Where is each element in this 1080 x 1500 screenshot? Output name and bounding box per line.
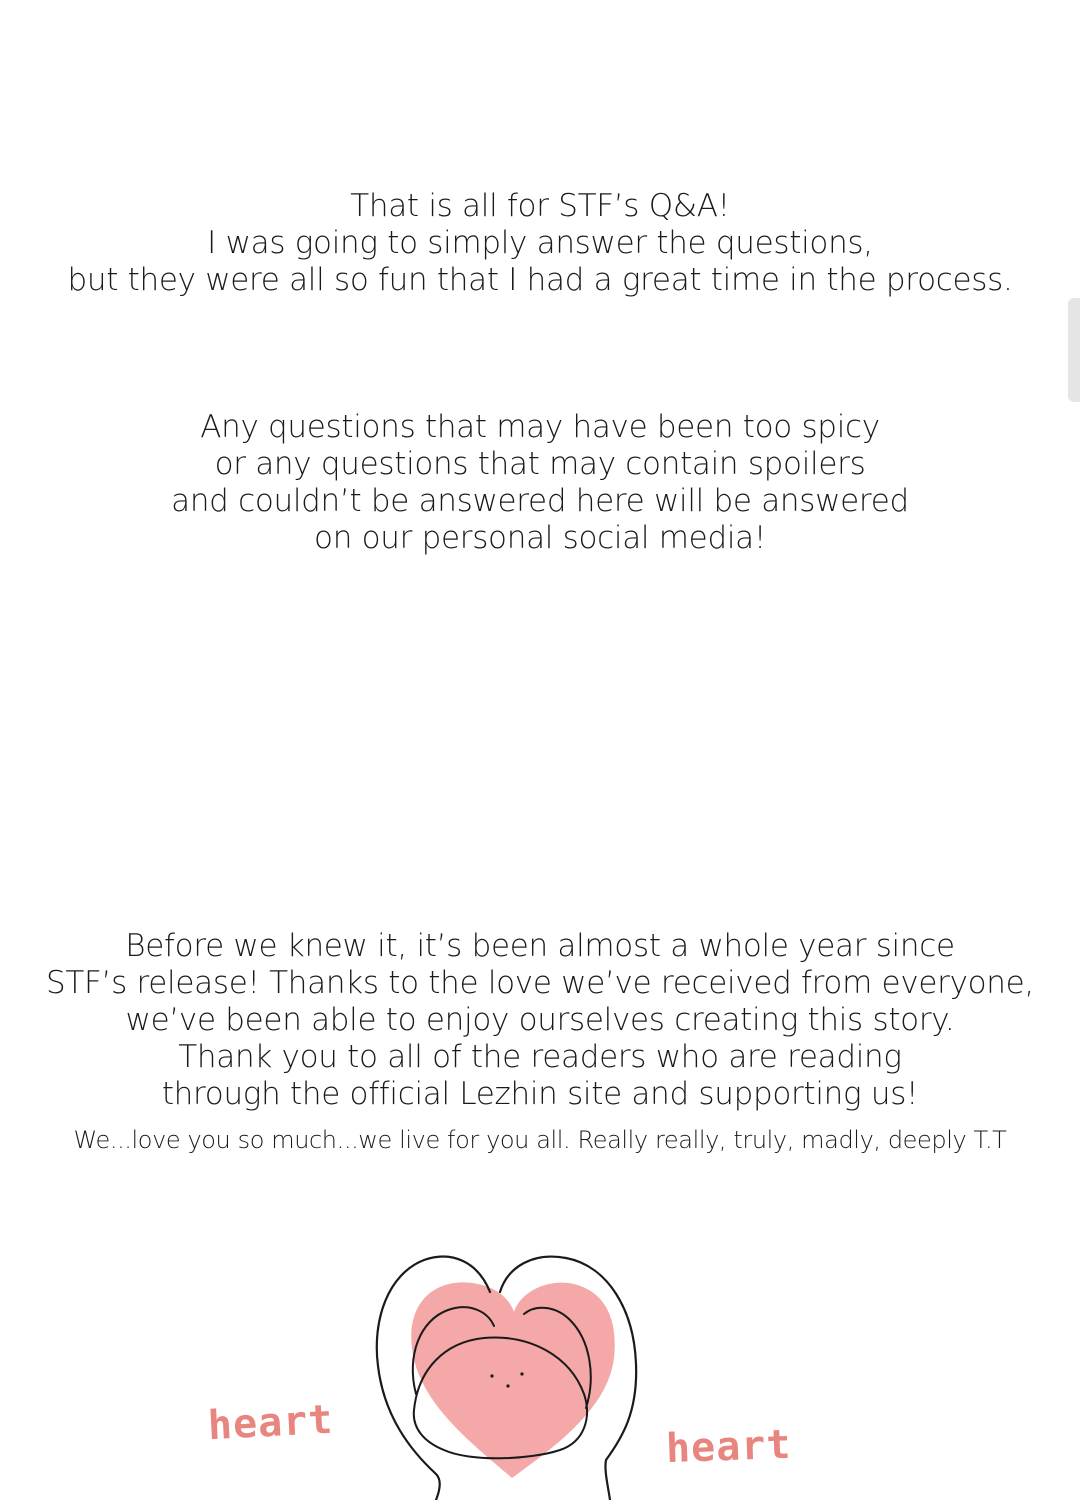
text-line: on our personal social media! [314, 520, 766, 556]
text-line: we’ve been able to enjoy ourselves creating this story. [125, 1002, 955, 1038]
text-line: Before we knew it, it’s been almost a whole year since [125, 928, 955, 964]
heart-label-right: heart [665, 1421, 793, 1473]
text-line: or any questions that may contain spoilers [214, 446, 866, 482]
small-note: We...love you so much...we live for you all. Really really, truly, madly, deeply T.T [73, 1126, 1007, 1154]
text-line: I was going to simply answer the questions, [207, 225, 873, 261]
face-dot [506, 1384, 509, 1387]
text-line: but they were all so fun that I had a great time in the process. [67, 262, 1013, 298]
text-line: Any questions that may have been too spicy [200, 409, 880, 445]
heart-hands-illustration [0, 1180, 1080, 1500]
text-line: STF’s release! Thanks to the love we’ve received from everyone, [46, 965, 1034, 1001]
paragraph-social-media [0, 409, 1080, 557]
text-line: and couldn’t be answered here will be answered [171, 483, 909, 519]
face-dot [490, 1374, 493, 1377]
text-line: That is all for STF’s Q&A! [350, 188, 730, 224]
paragraph-closing-qa [0, 188, 1080, 299]
text-line: Thank you to all of the readers who are reading [178, 1039, 902, 1075]
heart-label-left: heart [206, 1396, 335, 1450]
scrollbar[interactable] [1068, 298, 1080, 402]
text-line: through the official Lezhin site and supporting us! [161, 1076, 919, 1112]
paragraph-thanks [0, 928, 1080, 1113]
face-dot [520, 1372, 523, 1375]
